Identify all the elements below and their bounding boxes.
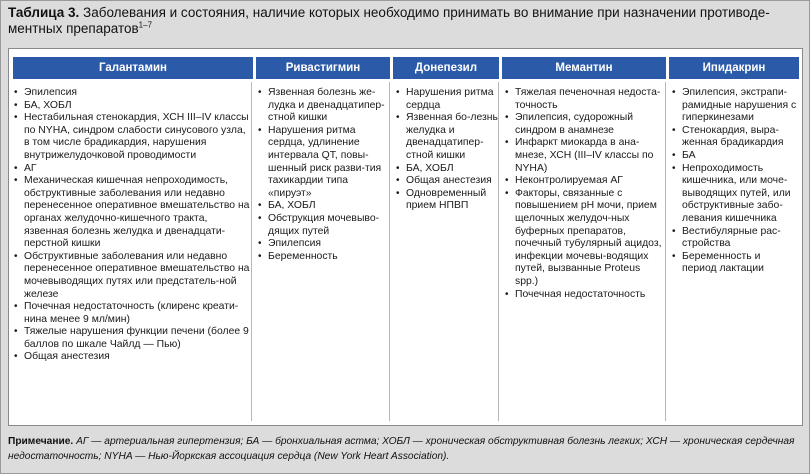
list-item: • Факторы, связанные с повышением pH мочи, прием щелочных желудоч-ных буферных препаратов, почечный тубулярный ацидоз, инфекции мочевы-водящих путей, вызванные Proteus spp.) bbox=[504, 188, 665, 289]
column-memantine bbox=[504, 82, 666, 421]
list-item: • Беременность bbox=[257, 251, 389, 264]
table-note bbox=[8, 434, 803, 464]
list-item: • Беременность и период лактации bbox=[671, 251, 797, 276]
column-galantamine bbox=[13, 82, 252, 421]
list-item: • Механическая кишечная непроходимость, обструктивные заболевания или недавно перенесенное оперативное вмешательство на органах желудочно-кишечного тракта, язвенная болезнь желудка и двенадцати-перстной кишки bbox=[13, 175, 251, 251]
header-ipidacrine: Ипидакрин bbox=[669, 57, 799, 79]
list-item: • Язвенная бо-лезнь желудка и двенадцатипер-стной кишки bbox=[395, 112, 498, 162]
note-label: Примечание. bbox=[8, 436, 74, 447]
caption-label: Таблица 3. bbox=[8, 5, 80, 20]
list-item: • Стенокардия, выра-женная брадикардия bbox=[671, 125, 797, 150]
list-item: • Эпилепсия, судорожный синдром в анамнезе bbox=[504, 112, 665, 137]
list-item: • БА, ХОБЛ bbox=[257, 200, 389, 213]
list-item: • Тяжелые нарушения функции печени (более 9 баллов по шкале Чайлд — Пью) bbox=[13, 326, 251, 351]
list-item: • Нарушения ритма сердца bbox=[395, 87, 498, 112]
column-donepezil bbox=[395, 82, 499, 421]
list-item: • Эпилепсия, экстрапи-рамидные нарушения с гиперкинезами bbox=[671, 87, 797, 125]
caption-text: Заболевания и состояния, наличие которых необходимо принимать во внимание при назначении противоде-ментных препаратов bbox=[8, 5, 770, 36]
list-item: • Общая анестезия bbox=[395, 175, 498, 188]
list-item: • Нарушения ритма сердца, удлинение интервала QT, повы-шенный риск разви-тия тахикардии типа «пируэт» bbox=[257, 125, 389, 201]
list-item: • Инфаркт миокарда в ана-мнезе, ХСН (III–IV классы по NYHA) bbox=[504, 137, 665, 175]
list-item: • БА bbox=[671, 150, 797, 163]
note-text: АГ — артериальная гипертензия; БА — бронхиальная астма; ХОБЛ — хроническая обструктивная болезнь легких; ХСН — хроническая сердечная недостаточность; NYHA — Нью-Йоркская ассоциация сердца (New York Heart Association). bbox=[8, 436, 795, 462]
list-item: • Эпилепсия bbox=[257, 238, 389, 251]
table-caption bbox=[8, 5, 803, 37]
list-item: • АГ bbox=[13, 163, 251, 176]
column-rivastigmine bbox=[257, 82, 390, 421]
list-item: • Общая анестезия bbox=[13, 351, 251, 364]
caption-refs: 1–7 bbox=[138, 20, 153, 30]
list-item: • Вестибулярные рас-стройства bbox=[671, 226, 797, 251]
list-item: • БА, ХОБЛ bbox=[395, 163, 498, 176]
list-item: • Непроходимость кишечника, или моче-выводящих путей, или обструктивные забо-левания кишечника bbox=[671, 163, 797, 226]
list-item: • Почечная недостаточность (клиренс креати-нина менее 9 мл/мин) bbox=[13, 301, 251, 326]
header-rivastigmine: Ривастигмин bbox=[256, 57, 390, 79]
list-item: • Тяжелая печеночная недоста-точность bbox=[504, 87, 665, 112]
data-table bbox=[8, 48, 803, 426]
header-galantamine: Галантамин bbox=[13, 57, 253, 79]
list-item: • Обструкция мочевыво-дящих путей bbox=[257, 213, 389, 238]
list-item: • Неконтролируемая АГ bbox=[504, 175, 665, 188]
list-item: • Обструктивные заболевания или недавно перенесенное оперативное вмешательство на мочевыводящих путях или предстатель-ной железе bbox=[13, 251, 251, 301]
header-memantine: Мемантин bbox=[502, 57, 666, 79]
column-ipidacrine bbox=[671, 82, 797, 421]
list-item: • Язвенная болезнь же-лудка и двенадцатипер-стной кишки bbox=[257, 87, 389, 125]
list-item: • Одновременный прием НПВП bbox=[395, 188, 498, 213]
header-donepezil: Донепезил bbox=[393, 57, 499, 79]
list-item: • Эпилепсия bbox=[13, 87, 251, 100]
list-item: • Почечная недостаточность bbox=[504, 289, 665, 302]
list-item: • БА, ХОБЛ bbox=[13, 100, 251, 113]
list-item: • Нестабильная стенокардия, ХСН III–IV классы по NYHA, синдром слабости синусового узла, в том числе брадикардия, нарушения внутрижелудочковой проводимости bbox=[13, 112, 251, 162]
